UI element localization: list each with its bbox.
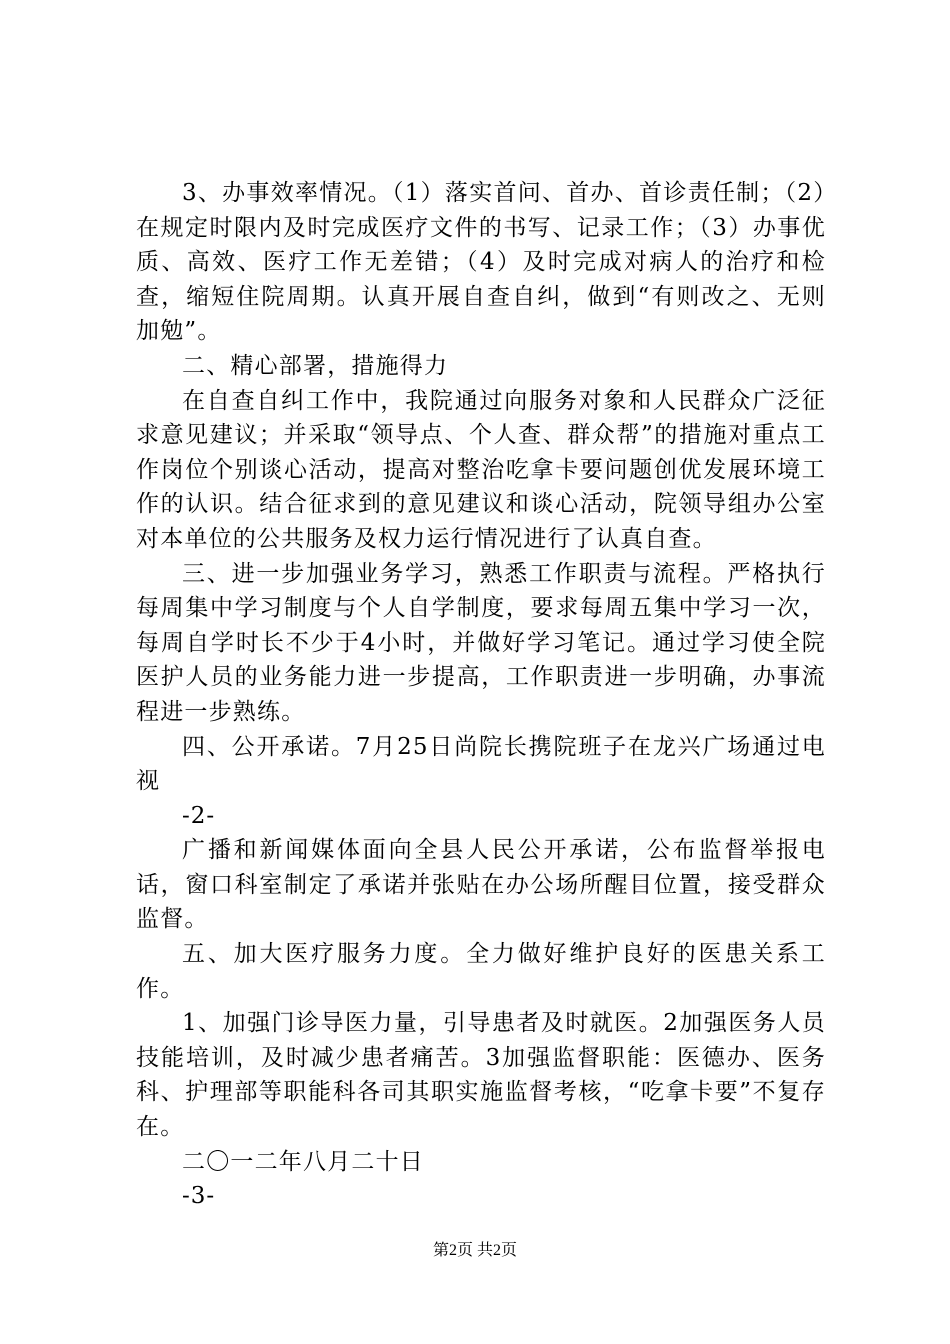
document-body: [136, 176, 826, 1214]
paragraph-efficiency: 3、办事效率情况。（1）落实首问、首办、首诊责任制；（2）在规定时限内及时完成医疗文件的书写、记录工作；（3）办事优质、高效、医疗工作无差错；（4）及时完成对病人的治疗和检查，缩短住院周期。认真开展自查自纠，做到“有则改之、无则加勉”。: [136, 180, 826, 345]
heading-deployment: 二、精心部署，措施得力: [182, 352, 449, 379]
page-marker-2: -2-: [182, 802, 216, 829]
paragraph-self-check: 在自查自纠工作中，我院通过向服务对象和人民群众广泛征求意见建议；并采取“领导点、个人查、群众帮”的措施对重点工作岗位个别谈心活动，提高对整治吃拿卡要问题创优发展环境工作的认识。结合征求到的意见建议和谈心活动，院领导组办公室对本单位的公共服务及权力运行情况进行了认真自查。: [136, 387, 826, 552]
page-marker-3: -3-: [182, 1183, 216, 1210]
page-footer: 第2页 共2页: [432, 1242, 517, 1259]
paragraph-study: 三、进一步加强业务学习，熟悉工作职责与流程。严格执行每周集中学习制度与个人自学制度，要求每周五集中学习一次，每周自学时长不少于4小时，并做好学习笔记。通过学习使全院医护人员的业务能力进一步提高，工作职责进一步明确，办事流程进一步熟练。: [136, 560, 826, 725]
paragraph-medical-service: 五、加大医疗服务力度。全力做好维护良好的医患关系工作。: [136, 941, 826, 1002]
paragraph-commitment: 四、公开承诺。7月25日尚院长携院班子在龙兴广场通过电视: [136, 733, 826, 795]
document-date: 二〇一二年八月二十日: [182, 1148, 424, 1175]
paragraph-measures: 1、加强门诊导医力量，引导患者及时就医。2加强医务人员技能培训，及时减少患者痛苦。3加强监督职能：医德办、医务科、护理部等职能科各司其职实施监督考核，“吃拿卡要”不复存在。: [136, 1010, 826, 1141]
paragraph-broadcast: 广播和新闻媒体面向全县人民公开承诺，公布监督举报电话，窗口科室制定了承诺并张贴在办公场所醒目位置，接受群众监督。: [136, 837, 826, 933]
